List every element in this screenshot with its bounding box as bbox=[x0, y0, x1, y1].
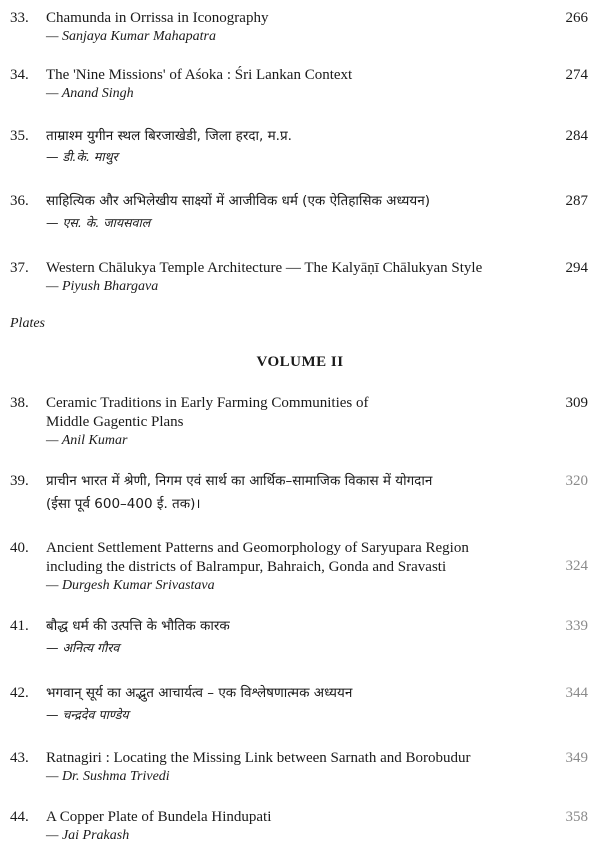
entry-number: 40. bbox=[10, 540, 29, 556]
entry-title-line-2: including the districts of Balrampur, Bahraich, Gonda and Sravasti bbox=[46, 559, 447, 575]
entry-page-number: 266 bbox=[565, 10, 588, 26]
volume-heading: VOLUME II bbox=[256, 354, 344, 370]
entry-title: ताम्राश्म युगीन स्थल बिरजाखेडी, जिला हरदा, म.प्र. bbox=[46, 128, 292, 144]
entry-author: — एस. के. जायसवाल bbox=[46, 215, 151, 230]
entry-page-number: 294 bbox=[565, 260, 588, 276]
entry-number: 35. bbox=[10, 128, 29, 144]
entry-author: — Durgesh Kumar Srivastava bbox=[46, 578, 215, 593]
entry-title: The 'Nine Missions' of Aśoka : Śri Lankan Context bbox=[46, 67, 353, 83]
entry-number: 38. bbox=[10, 395, 29, 411]
entry-title: Ratnagiri : Locating the Missing Link between Sarnath and Borobudur bbox=[46, 750, 471, 766]
entry-title-line-1: प्राचीन भारत में श्रेणी, निगम एवं सार्थ का आर्थिक–सामाजिक विकास में योगदान bbox=[46, 473, 433, 489]
entry-page-number: 339 bbox=[565, 618, 588, 634]
entry-number: 42. bbox=[10, 685, 29, 701]
entry-title-line-2: Middle Gagentic Plans bbox=[46, 414, 184, 430]
entry-title: साहित्यिक और अभिलेखीय साक्ष्यों में आजीविक धर्म (एक ऐतिहासिक अध्ययन) bbox=[46, 193, 430, 209]
entry-author: — Dr. Sushma Trivedi bbox=[46, 769, 170, 784]
entry-page-number: 324 bbox=[565, 558, 588, 574]
entry-author: — अनित्य गौरव bbox=[46, 640, 120, 655]
entry-author: — डी.के. माथुर bbox=[46, 149, 118, 164]
entry-page-number: 284 bbox=[565, 128, 588, 144]
entry-title-line-1: Ancient Settlement Patterns and Geomorphology of Saryupara Region bbox=[46, 540, 469, 556]
entry-page-number: 287 bbox=[565, 193, 588, 209]
entry-author: — चन्द्रदेव पाण्डेय bbox=[46, 707, 129, 722]
entry-number: 37. bbox=[10, 260, 29, 276]
entry-number: 33. bbox=[10, 10, 29, 26]
entry-page-number: 349 bbox=[565, 750, 588, 766]
entry-author: — Jai Prakash bbox=[46, 828, 130, 843]
entry-page-number: 344 bbox=[565, 685, 588, 701]
entry-page-number: 358 bbox=[565, 809, 588, 825]
entry-title-line-2: (ईसा पूर्व 600–400 ई. तक)। bbox=[46, 496, 201, 512]
entry-page-number: 274 bbox=[565, 67, 588, 83]
entry-author: — Anand Singh bbox=[46, 86, 134, 101]
entry-number: 36. bbox=[10, 193, 29, 209]
entry-title: Western Chālukya Temple Architecture — The Kalyāṇī Chālukyan Style bbox=[46, 260, 483, 276]
entry-page-number: 309 bbox=[565, 395, 588, 411]
entry-title-line-1: Ceramic Traditions in Early Farming Communities of bbox=[46, 395, 369, 411]
entry-title: Chamunda in Orrissa in Iconography bbox=[46, 10, 269, 26]
entry-page-number: 320 bbox=[565, 473, 588, 489]
entry-number: 34. bbox=[10, 67, 29, 83]
entry-title: बौद्ध धर्म की उत्पत्ति के भौतिक कारक bbox=[46, 618, 230, 634]
entry-number: 43. bbox=[10, 750, 29, 766]
entry-number: 39. bbox=[10, 473, 29, 489]
entry-title: A Copper Plate of Bundela Hindupati bbox=[46, 809, 272, 825]
entry-author: — Anil Kumar bbox=[46, 433, 128, 448]
entry-author: — Sanjaya Kumar Mahapatra bbox=[46, 29, 216, 44]
entry-number: 44. bbox=[10, 809, 29, 825]
entry-author: — Piyush Bhargava bbox=[46, 279, 159, 294]
plates-label: Plates bbox=[10, 316, 45, 331]
entry-number: 41. bbox=[10, 618, 29, 634]
entry-title: भगवान् सूर्य का अद्भुत आचार्यत्व – एक विश्लेषणात्मक अध्ययन bbox=[46, 685, 353, 701]
